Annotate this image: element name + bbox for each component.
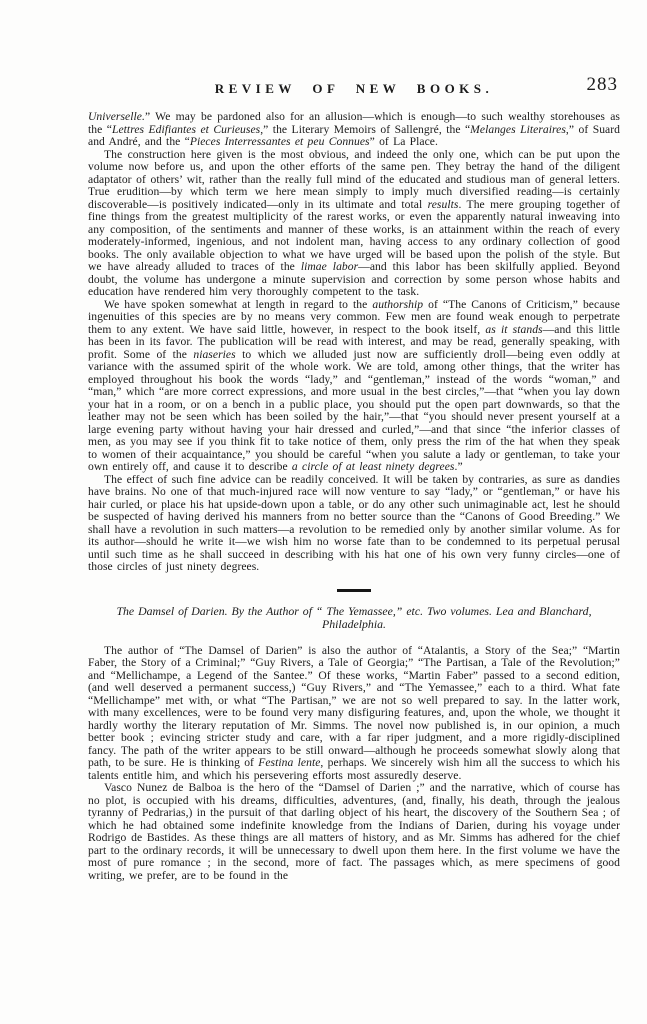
review-paragraph: The effect of such fine advice can be readily conceived. It will be taken by contraries, as sure as dandies have brains. No one of that much-injured race will now venture to say “lady,” or “gentleman,” or have his hair curled, or place his hat upside-down upon a table, or do any other such unimaginable act, lest he should be suspected of having derived his manners from no better source than the “Canons of Good Breeding.” We shall have a revolution in such matters—a revolution to be remedied only by another similar volume. As for its author—should he write it—we wish him no worse fate than to be condemned to its perpetual perusal until such time as he shall succeed in describing with his hat one of his own very funny circles—one of those circles of just ninety degrees. (88, 472, 620, 573)
review-paragraph: The author of “The Damsel of Darien” is also the author of “Atalantis, a Story of the Sea;” “Martin Faber, the Story of a Criminal;” “Guy Rivers, a Tale of Georgia;” “The Partisan, a Tale of the Revolution;” and “Mellichampe, a Legend of the Santee.” Of these works, “Martin Faber” passed to a second edition, (and well deserved a permanent success,) “Guy Rivers,” and “The Yemassee,” each to a third. What fate “Mellichampe” met with, or what “The Partisan,” we are not so well prepared to say. In the latter work, with many excellences, were to be found very many disfiguring features, and, upon the whole, we thought it hardly worthy the literary reputation of Mr. Simms. The novel now published is, in our opinion, a much better book ; evincing stricter study and care, with a far riper judgment, and a more rigidly-disciplined fancy. The path of the writer appears to be still onward—although he proceeds somewhat slowly along that path, to be sure. He is thinking of Festina lente, perhaps. We sincerely wish him all the success to which his talents entitle him, and which his persevering efforts most assuredly deserve. (88, 643, 620, 782)
review-paragraph: We have spoken somewhat at length in regard to the authorship of “The Canons of Criticism,” because ingenuities of this species are by no means very common. Few men are found weak enough to perpetrate them to any extent. We have said little, however, in respect to the book itself, as it stands—and this little has been in its favor. The publication will be read with interest, and may be read, generally speaking, with profit. Some of the niaseries to which we alluded just now are sufficiently droll—being even oddly at variance with the assumed spirit of the whole work. We are told, among other things, that the writer has employed throughout his book the words “lady,” and “gentleman,” instead of the words “woman,” and “man,” which “are more correct expressions, and more usual in the best circles,”—that “when you lay down your hat in a room, or on a bench in a public place, you should put the open part downwards, so that the leather may not be seen which has been soiled by the hair,”—that “you should never present yourself at a large evening party without having your hair dressed and curled,”—and that since “the inferior classes of men, as you may see if you think fit to take notice of them, only press the rim of the hat when they speak to women of their acquaintance,” you should be careful “when you salute a lady or gentleman, to take your own entirely off, and cause it to describe a circle of at least ninety degrees.” (88, 297, 620, 473)
review-paragraph: Universelle.” We may be pardoned also for an allusion—which is enough—to such wealthy storehouses as the “Lettres Edifiantes et Curieuses,” the Literary Memoirs of Sallengré, the “Melanges Literaires,” of Suard and André, and the “Pieces Interressantes et peu Connues” of La Place. (88, 110, 620, 148)
article-canons-of-criticism (88, 111, 620, 574)
review-paragraph: The construction here given is the most obvious, and indeed the only one, which can be put upon the volume now before us, and upon the other efforts of the same pen. They betray the hand of the diligent adaptator of others’ wit, rather than the really full mind of the educated and studious man of general letters. True erudition—by which term we here mean simply to imply much diversified reading—is certainly discoverable—is positively indicated—only in its ultimate and total results. The mere grouping together of fine things from the greatest multiplicity of the rarest works, or even the apparently natural inweaving into any composition, of the sentiments and manner of these works, is an attainment within the reach of every moderately-informed, ingenious, and not indolent man, having access to any ordinary collection of good books. The only available objection to what we have urged will be based upon the polish of the style. But we have already alluded to traces of the limae labor—and this labor has been skilfully applied. Beyond doubt, the volume has undergone a minute supervision and correction by some person whose habits and education have rendered him very thoroughly competent to the task. (88, 147, 620, 298)
article-damsel-of-darien (88, 645, 620, 883)
page-header (88, 74, 620, 98)
section-divider-rule (337, 589, 371, 592)
review-paragraph: Vasco Nunez de Balboa is the hero of the “Damsel of Darien ;” and the narrative, which of course has no plot, is occupied with his dreams, difficulties, adventures, (and, finally, his death, through the jealous tyranny of Pedrarias,) in the pursuit of that darling object of his heart, the discovery of the Southern Sea ; of which he had obtained some indefinite knowledge from the Indians of Darien, during his voyage under Rodrigo de Bastides. As these things are all matters of history, and as Mr. Simms has adhered for the chief part to the ordinary records, it will be unnecessary to dwell upon them here. In the first volume we have the most of pure romance ; in the second, more of fact. The passages which, as mere specimens of good writing, we prefer, are to be found in the (88, 781, 620, 882)
running-head-title: REVIEW OF NEW BOOKS. (214, 81, 494, 96)
page-number: 283 (586, 74, 618, 95)
book-citation-heading: The Damsel of Darien. By the Author of “ The Yemassee,” etc. Two volumes. Lea and Blanchard, Philadelphia. (116, 603, 592, 632)
